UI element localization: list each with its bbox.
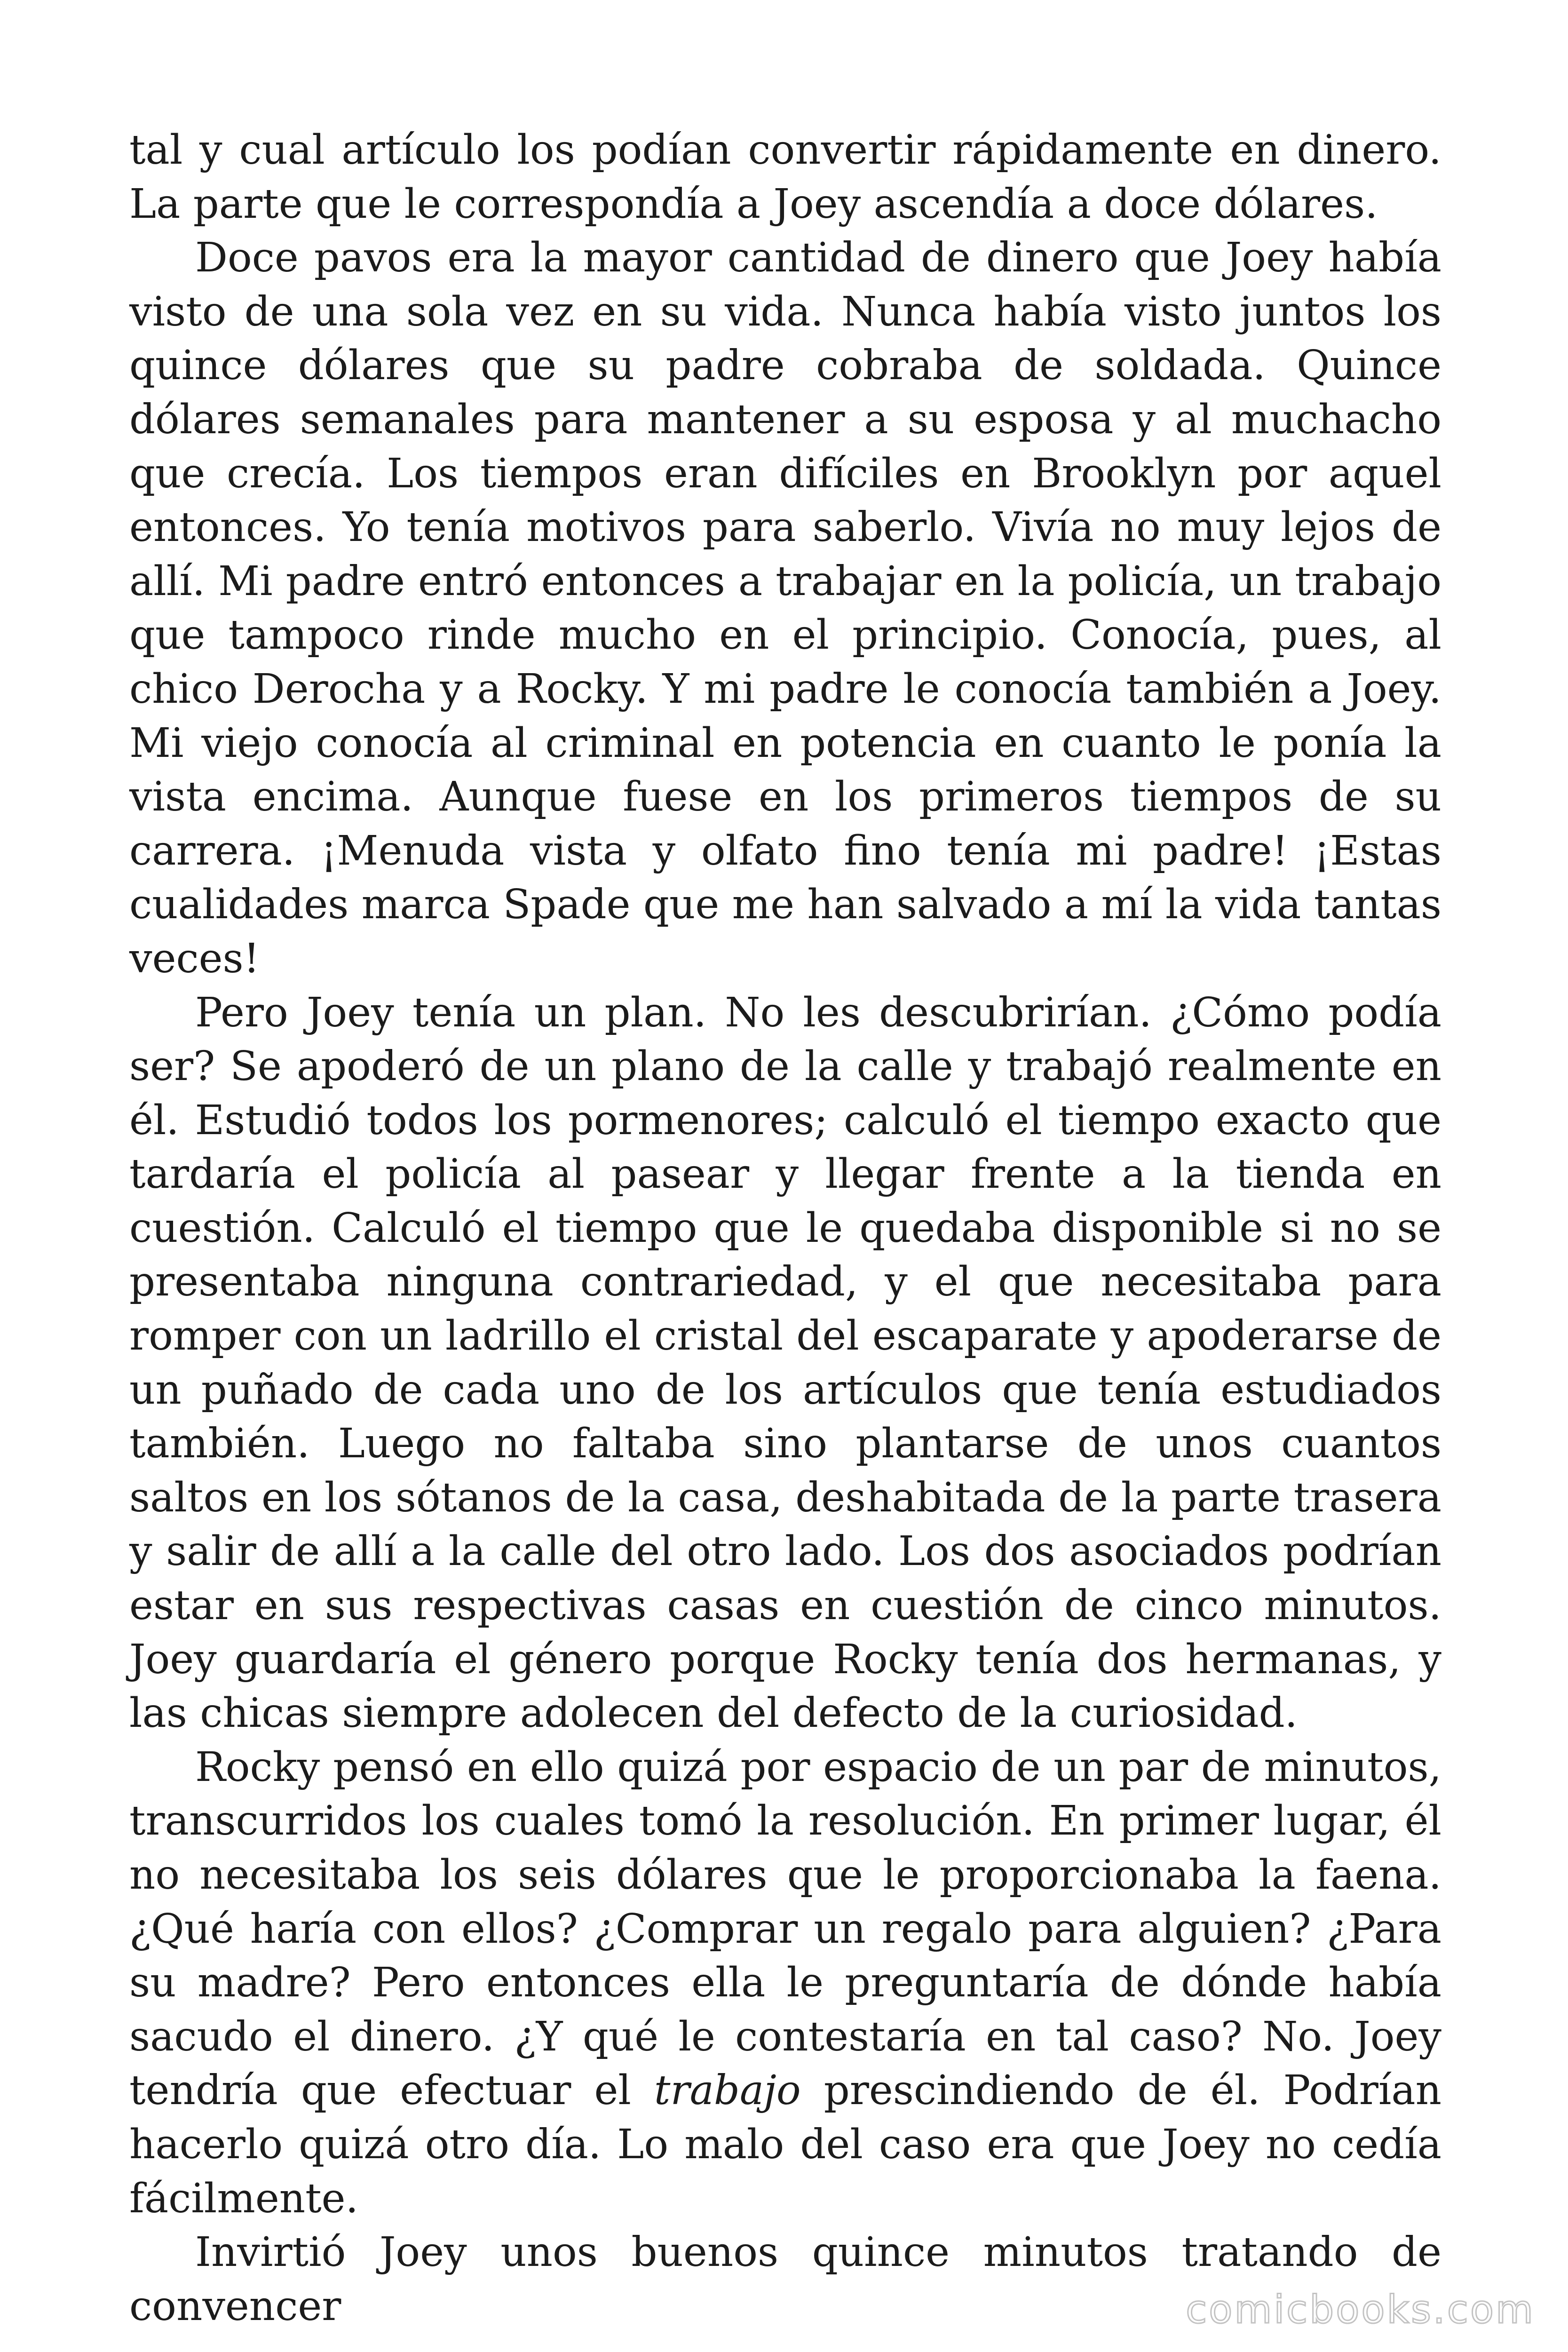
paragraph-2-text: Doce pavos era la mayor cantidad de dinero que Joey había visto de una sola vez en su vida. Nunca había visto juntos los quince dólares que su padre cobraba de soldada. Quince dólares semanales para mantener a su esposa y al muchacho que crecía. Los tiempos eran difíciles en Brooklyn por aquel entonces. Yo tenía motivos para saberlo. Vivía no muy lejos de allí. Mi padre entró entonces a trabajar en la policía, un trabajo que tampoco rinde mucho en el principio. Conocía, pues, al chico Derocha y a Rocky. Y mi padre le conocía también a Joey. Mi viejo conocía al criminal en potencia en cuanto le ponía la vista encima. Aunque fuese en los primeros tiempos de su carrera. ¡Menuda vista y olfato fino tenía mi padre! ¡Estas cualidades marca Spade que me han salvado a mí la vida tantas veces! [129, 234, 1441, 982]
paragraph-3 [129, 986, 1441, 1740]
paragraph-4-italic-word: trabajo [654, 2067, 801, 2114]
paragraph-1-text: tal y cual artículo los podían convertir rápidamente en dinero. La parte que le correspondía a Joey ascendía a doce dólares. [129, 127, 1441, 228]
paragraph-4-text-end: prescindiendo de él. Podrían hacerlo quizá otro día. Lo malo del caso era que Joey no cedía fácilmente. [129, 2067, 1441, 2222]
body-text [129, 123, 1441, 2333]
watermark: comicbooks.com [1186, 2288, 1535, 2332]
paragraph-4 [129, 1740, 1441, 2225]
paragraph-2 [129, 231, 1441, 985]
paragraph-3-text: Pero Joey tenía un plan. No les descubrirían. ¿Cómo podía ser? Se apoderó de un plano de la calle y trabajó realmente en él. Estudió todos los pormenores; calculó el tiempo exacto que tardaría el policía al pasear y llegar frente a la tienda en cuestión. Calculó el tiempo que le quedaba disponible si no se presentaba ninguna contrariedad, y el que necesitaba para romper con un ladrillo el cristal del escaparate y apoderarse de un puñado de cada uno de los artículos que tenía estudiados también. Luego no faltaba sino plantarse de unos cuantos saltos en los sótanos de la casa, deshabitada de la parte trasera y salir de allí a la calle del otro lado. Los dos asociados podrían estar en sus respectivas casas en cuestión de cinco minutos. Joey guardaría el género porque Rocky tenía dos hermanas, y las chicas siempre adolecen del defecto de la curiosidad. [129, 989, 1441, 1737]
paragraph-4-text-start: Rocky pensó en ello quizá por espacio de un par de minutos, transcurridos los cuales tomó la resolución. En primer lugar, él no necesitaba los seis dólares que le proporcionaba la faena. ¿Qué haría con ellos? ¿Comprar un regalo para alguien? ¿Para su madre? Pero entonces ella le preguntaría de dónde había sacudo el dinero. ¿Y qué le contestaría en tal caso? No. Joey tendría que efectuar el [129, 1743, 1441, 2114]
paragraph-1 [129, 123, 1441, 231]
paragraph-5-text: Invirtió Joey unos buenos quince minutos tratando de convencer [129, 2229, 1441, 2330]
